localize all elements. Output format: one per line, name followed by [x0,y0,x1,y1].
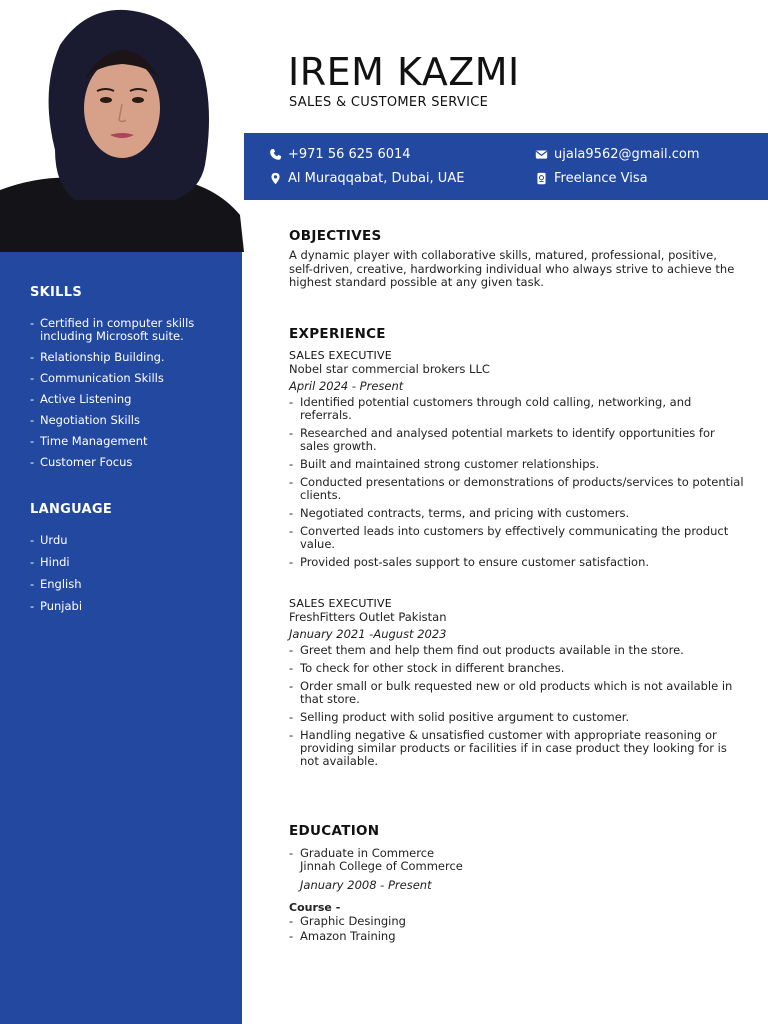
candidate-name: IREM KAZMI [288,50,520,94]
job-dates: April 2024 - Present [289,379,404,393]
list-item: - Time Management [30,435,220,448]
list-item: - Selling product with solid positive argument to customer. [289,711,744,724]
objectives-section [289,228,744,290]
list-item: - Customer Focus [30,456,220,469]
contact-email[interactable] [534,147,699,162]
job-duties [289,396,744,569]
list-item: - Punjabi [30,600,220,613]
experience-heading: EXPERIENCE [289,326,386,342]
list-item: - Greet them and help them find out products available in the store. [289,644,744,657]
phone-text: +971 56 625 6014 [288,147,411,162]
contact-visa [534,171,648,186]
list-item: - Negotiated contracts, terms, and pricing with customers. [289,507,744,520]
phone-icon [268,148,282,162]
school-name: Jinnah College of Commerce [300,859,463,873]
list-item: - Relationship Building. [30,351,220,364]
visa-text: Freelance Visa [554,171,648,186]
list-item: - Communication Skills [30,372,220,385]
job-entry [289,349,744,569]
location-icon [268,172,282,186]
list-item: - Provided post-sales support to ensure customer satisfaction. [289,556,744,569]
contact-phone[interactable] [268,147,411,162]
experience-section [289,326,744,768]
list-item: - Negotiation Skills [30,414,220,427]
visa-icon [534,172,548,186]
profile-photo-illustration [0,0,244,252]
education-list [289,847,744,860]
education-heading: EDUCATION [289,823,380,839]
list-item: - Active Listening [30,393,220,406]
job-dates: January 2021 -August 2023 [289,627,447,641]
language-list [30,534,220,613]
list-item: - Urdu [30,534,220,547]
list-item: - Order small or bulk requested new or old products which is not available in that store. [289,680,744,706]
course-list [289,915,744,943]
sidebar [0,252,242,1024]
company-name: FreshFitters Outlet Pakistan [289,610,447,624]
skills-list [30,317,220,469]
job-title: SALES EXECUTIVE [289,349,392,362]
job-duties [289,644,744,768]
email-icon [534,148,548,162]
list-item: - Conducted presentations or demonstrations of products/services to potential clients. [289,476,744,502]
list-item: - English [30,578,220,591]
candidate-title: SALES & CUSTOMER SERVICE [289,95,489,110]
list-item: - Hindi [30,556,220,569]
skills-heading: SKILLS [30,285,83,300]
list-item: - Graphic Desinging [289,915,744,928]
course-heading: Course - [289,900,341,914]
company-name: Nobel star commercial brokers LLC [289,362,490,376]
job-entry [289,597,744,768]
education-section [289,823,744,943]
objectives-text: A dynamic player with collaborative skills, matured, professional, positive, self-driven, creative, hardworking individual who always strive to achieve the highest standard possible at any given task. [289,248,735,289]
list-item: - Built and maintained strong customer relationships. [289,458,744,471]
job-title: SALES EXECUTIVE [289,597,392,610]
list-item: - Handling negative & unsatisfied customer with appropriate reasoning or providing similar products or facilities if in case product they looking for is not available. [289,729,744,768]
contact-address [268,171,464,186]
list-item: - Certified in computer skills including Microsoft suite. [30,317,220,343]
language-heading: LANGUAGE [30,502,113,517]
profile-photo [0,0,244,252]
address-text: Al Muraqqabat, Dubai, UAE [288,171,465,186]
degree-name: - Graduate in Commerce [289,847,744,860]
education-dates: January 2008 - Present [300,877,432,892]
list-item: - To check for other stock in different branches. [289,662,744,675]
list-item: - Amazon Training [289,930,744,943]
objectives-heading: OBJECTIVES [289,228,382,244]
email-text: ujala9562@gmail.com [554,147,700,162]
list-item: - Converted leads into customers by effectively communicating the product value. [289,525,744,551]
contact-band [244,133,768,200]
list-item: - Researched and analysed potential markets to identify opportunities for sales growth. [289,427,744,453]
list-item: - Identified potential customers through cold calling, networking, and referrals. [289,396,744,422]
